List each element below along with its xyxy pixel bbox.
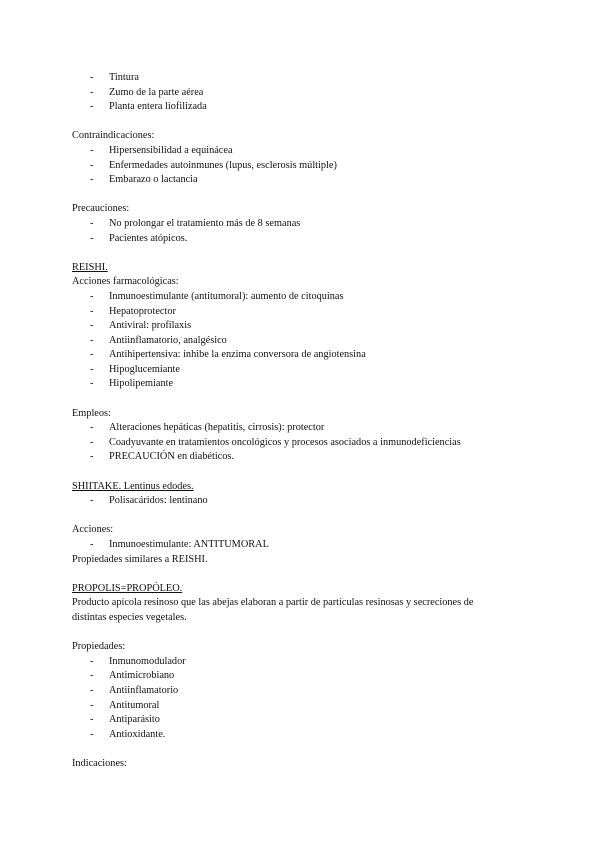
bullet-dash: - <box>90 451 94 463</box>
bullet-dash: - <box>90 86 94 98</box>
bullet-dash: - <box>90 349 94 361</box>
bullet-dash: - <box>90 290 94 302</box>
bullet-dash: - <box>90 728 94 740</box>
list-item: - Antioxidante. <box>72 728 532 743</box>
precauciones-heading: Precauciones: <box>72 203 130 215</box>
list-item: - Inmunoestimulante: ANTITUMORAL <box>72 538 532 553</box>
shiitake-acciones-heading: Acciones: <box>72 524 114 536</box>
list-item: - Enfermedades autoinmunes (lupus, esclerosis múltiple) <box>72 159 532 174</box>
bullet-dash: - <box>90 144 94 156</box>
list-item: - Zumo de la parte aérea <box>72 86 532 101</box>
list-item: - Hipersensibilidad a equinácea <box>72 144 532 159</box>
propolis-propiedades-heading: Propiedades: <box>72 641 126 653</box>
list-item: - Alteraciones hepáticas (hepatitis, cirrosis): protector <box>72 421 532 436</box>
list-item: - Antitumoral <box>72 699 532 714</box>
bullet-dash: - <box>90 320 94 332</box>
list-item: - No prolongar el tratamiento más de 8 semanas <box>72 217 532 232</box>
document-page <box>72 71 532 772</box>
bullet-dash: - <box>90 699 94 711</box>
list-item: - Antiinflamatorio, analgésico <box>72 334 532 349</box>
shiitake-heading: SHIITAKE. Lentinus edodes. <box>72 480 194 492</box>
bullet-dash: - <box>90 436 94 448</box>
bullet-dash: - <box>90 217 94 229</box>
reishi-empleos-heading: Empleos: <box>72 407 111 419</box>
bullet-dash: - <box>90 378 94 390</box>
bullet-dash: - <box>90 684 94 696</box>
list-item: - Antiparásito <box>72 713 532 728</box>
list-item: - Pacientes atópicos. <box>72 232 532 247</box>
list-item: - Polisacáridos: lentinano <box>72 494 532 509</box>
bullet-dash: - <box>90 101 94 113</box>
list-item: - Antiinflamatorio <box>72 684 532 699</box>
propolis-description-line: distintas especies vegetales. <box>72 611 187 623</box>
list-item: - Inmunoestimulante (antitumoral): aumento de citoquinas <box>72 290 532 305</box>
bullet-dash: - <box>90 539 94 550</box>
bullet-dash: - <box>90 334 94 346</box>
list-item: - Hipolipemiante <box>72 377 532 392</box>
bullet-dash: - <box>90 232 94 244</box>
reishi-heading: REISHI. <box>72 261 108 273</box>
list-item: - Antimicrobiano <box>72 669 532 684</box>
list-item: - Tintura <box>72 71 532 86</box>
propolis-indicaciones-heading: Indicaciones: <box>72 757 127 769</box>
bullet-dash: - <box>90 714 94 726</box>
contraindicaciones-heading: Contraindicaciones: <box>72 130 155 142</box>
bullet-dash: - <box>90 655 94 667</box>
bullet-dash: - <box>90 72 94 83</box>
list-item: - Planta entera liofilizada <box>72 100 532 115</box>
bullet-dash: - <box>90 422 94 434</box>
bullet-dash: - <box>90 495 94 507</box>
list-item: - Antihipertensiva: inhibe la enzima conversora de angiotensina <box>72 348 532 363</box>
bullet-dash: - <box>90 363 94 375</box>
bullet-dash: - <box>90 174 94 186</box>
bullet-dash: - <box>90 305 94 317</box>
list-item: - Antiviral: profilaxis <box>72 319 532 334</box>
propolis-description-line: Producto apícola resinoso que las abejas elaboran a partir de partículas resinosas y secreciones de <box>72 597 474 609</box>
list-item: - Embarazo o lactancia <box>72 173 532 188</box>
reishi-acciones-heading: Acciones farmacológicas: <box>72 276 179 288</box>
bullet-dash: - <box>90 670 94 682</box>
list-item: - PRECAUCIÓN en diabéticos. <box>72 450 532 465</box>
list-item: - Hepatoprotector <box>72 305 532 320</box>
shiitake-note: Propiedades similares a REISHI. <box>72 553 208 565</box>
propolis-heading: PROPOLIS=PROPÓLEO. <box>72 582 183 594</box>
list-item: - Hipoglucemiante <box>72 363 532 378</box>
bullet-dash: - <box>90 159 94 171</box>
list-item: - Coadyuvante en tratamientos oncológicos y procesos asociados a inmunodeficiencias <box>72 436 532 451</box>
list-item: - Inmunomodulador <box>72 655 532 670</box>
